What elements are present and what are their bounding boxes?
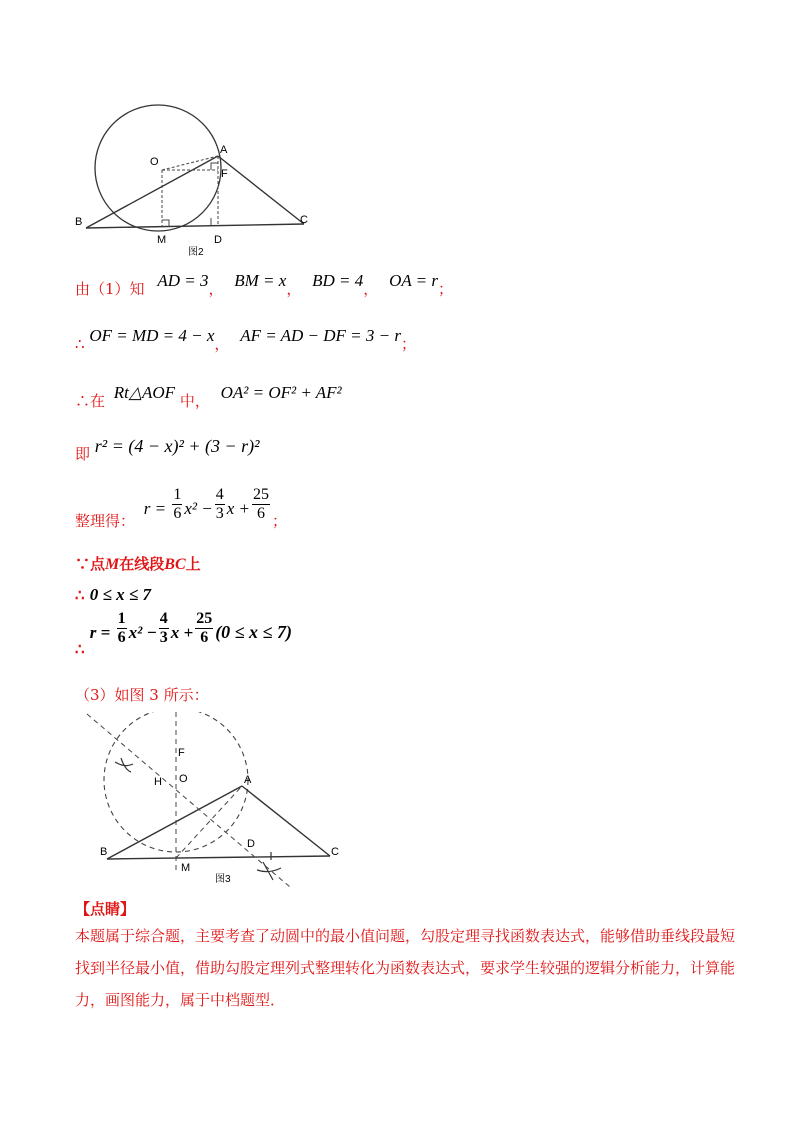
- math: AD = 3: [157, 271, 209, 290]
- text: ，: [208, 280, 224, 298]
- denominator: 6: [117, 628, 126, 646]
- text: 中，: [179, 392, 210, 410]
- denominator: 6: [257, 504, 266, 522]
- text: ；: [400, 335, 416, 353]
- text: ∵点: [75, 555, 106, 573]
- fraction: [215, 486, 225, 522]
- math: OA² = OF² + AF²: [220, 383, 342, 402]
- denominator: 6: [173, 504, 182, 522]
- denominator: 3: [215, 504, 224, 522]
- fig2-segment-OA: [162, 156, 218, 170]
- math: BC: [164, 556, 186, 573]
- fig3-segment-BC: [107, 856, 330, 859]
- math: r² = (4 − x)² + (3 − r)²: [94, 436, 260, 456]
- fig2-label-D: D: [214, 234, 222, 246]
- fig2-label-C: C: [300, 214, 308, 226]
- fig3-segment-AC: [242, 786, 330, 856]
- text: ；: [272, 512, 288, 531]
- text: ∴: [75, 335, 85, 353]
- fig3-label-C: C: [331, 846, 339, 858]
- math: r =: [143, 499, 171, 519]
- fraction: [252, 486, 270, 522]
- math: x² −: [184, 499, 213, 519]
- text: ，: [214, 335, 230, 353]
- fraction: [195, 610, 213, 646]
- text: 上: [185, 555, 201, 573]
- fig3-label-B: B: [100, 846, 108, 858]
- fig3-label-D: D: [247, 838, 255, 850]
- solution-line-5: [75, 486, 287, 532]
- fig2-segment-AC: [218, 156, 304, 224]
- fraction: [117, 610, 127, 646]
- fig2-label-A: A: [220, 144, 228, 156]
- math: BM = x: [234, 271, 287, 290]
- math: AF = AD − DF = 3 − r: [240, 326, 401, 345]
- fig3-segment-MA: [176, 786, 242, 858]
- text: ，: [363, 280, 379, 298]
- fig3-arc-mark-lower: [257, 862, 281, 880]
- math: M: [105, 556, 120, 573]
- fig3-label-A: A: [244, 774, 252, 786]
- text: ；: [438, 280, 454, 298]
- fig3-caption: 图3: [215, 874, 231, 885]
- text: ∴: [75, 640, 85, 659]
- fig3-label-H: H: [154, 776, 162, 788]
- solution-line-1: [75, 271, 454, 298]
- solution-line-7: [75, 586, 151, 603]
- text: ∴在: [75, 392, 106, 410]
- denominator: 3: [159, 628, 168, 646]
- fig3-label-M: M: [181, 862, 191, 874]
- text: 在线段: [119, 555, 165, 573]
- numerator: 4: [215, 486, 224, 503]
- comment-body: 本题属于综合题，主要考查了动圆中的最小值问题，勾股定理寻找函数表达式，能够借助垂线段最短找到半径最小值，借助勾股定理列式整理转化为函数表达式，要求学生较强的逻辑分析能力，计算能力，画图能力，属于中档题型．: [75, 927, 736, 1009]
- numerator: 25: [196, 610, 213, 627]
- math: OF = MD = 4 − x: [89, 326, 215, 345]
- denominator: 6: [200, 628, 209, 646]
- figure-3: [85, 712, 355, 887]
- fig3-segment-BA: [107, 786, 242, 859]
- fraction: [159, 610, 169, 646]
- text: 整理得：: [75, 512, 136, 531]
- fig2-label-O: O: [150, 156, 159, 168]
- comment-heading: 【点睛】: [75, 900, 136, 918]
- numerator: 4: [159, 610, 168, 627]
- math: x +: [226, 499, 251, 519]
- fig2-label-B: B: [75, 216, 83, 228]
- math: (0 ≤ x ≤ 7): [215, 622, 292, 643]
- text: ∴: [75, 586, 85, 604]
- fig2-right-angle-F: [211, 163, 218, 170]
- text: ，: [286, 280, 302, 298]
- numerator: 25: [253, 486, 270, 503]
- solution-line-4: [75, 436, 260, 463]
- figure-2: [70, 95, 330, 265]
- math: BD = 4: [312, 271, 364, 290]
- math: x +: [170, 623, 194, 643]
- fig2-label-M: M: [157, 234, 167, 246]
- fig3-label-O: O: [179, 773, 188, 785]
- math: Rt△AOF: [113, 383, 176, 402]
- solution-line-9: （3）如图 3 所示：: [75, 686, 209, 704]
- numerator: 1: [117, 610, 126, 627]
- solution-line-3: [75, 383, 342, 410]
- fraction: [172, 486, 182, 522]
- solution-line-8: [75, 610, 292, 659]
- fig3-label-F: F: [178, 747, 185, 759]
- fig2-segment-BC: [86, 224, 304, 228]
- fig2-label-F: F: [221, 168, 228, 180]
- solution-line-2: [75, 326, 416, 353]
- fig2-caption: 图2: [188, 247, 204, 258]
- math: x² −: [128, 623, 157, 643]
- math: OA = r: [389, 271, 439, 290]
- fig3-arc-mark-H: [115, 758, 133, 772]
- solution-line-6: [75, 557, 201, 573]
- math: 0 ≤ x ≤ 7: [89, 585, 151, 604]
- text: 由（1）知: [75, 280, 145, 298]
- text: 即: [75, 445, 91, 463]
- numerator: 1: [173, 486, 182, 503]
- math: r =: [89, 623, 115, 643]
